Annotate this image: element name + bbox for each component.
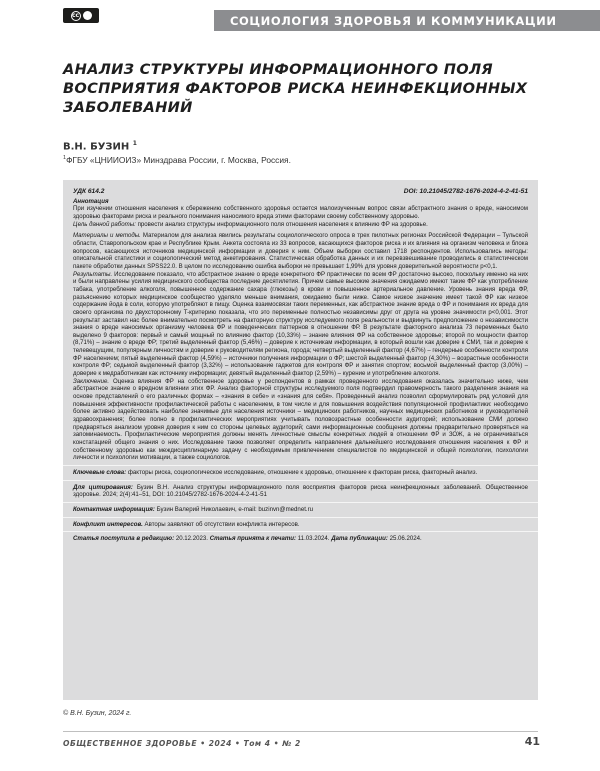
abstract-methods: Материалы и методы. Материалом для анализа явились результаты социологического опроса в трех пилотных регионах Российской Федерации – Тульской области, Ставропольском крае и Республике Крым. Анкета состояла из 33 вопросов, касающихся факторов риска и их влияния на организм человека и блока вопросов, касающихся источников медицинской информации и доверия к ним. Объем выборки составил 1718 респондентов. Использовались методы: описательной статистики и социологический метод анкетирования. Статистическая обработка данных и их перевзвешивание проводились в статистическом пакете обработки данных SPSS22.0. В целом по исследованию ошибка выборки не превышает 1,99% для уровня доверительной вероятности p<0,1. xyxy=(73,232,528,270)
page-number: 41 xyxy=(524,735,540,748)
journal-footer: ОБЩЕСТВЕННОЕ ЗДОРОВЬЕ • 2024 • Том 4 • № 2 xyxy=(63,739,301,748)
keywords: Ключевые слова: факторы риска, социологическое исследование, отношение к здоровью, отношение к факторам риска, факторный анализ. xyxy=(73,468,478,476)
footer-rule xyxy=(63,731,538,732)
abstract-box xyxy=(63,180,538,700)
section-rubric: СОЦИОЛОГИЯ ЗДОРОВЬЯ И КОММУНИКАЦИИ xyxy=(214,10,600,31)
abstract-conclusion: Заключение. Оценка влияния ФР на собственное здоровье у респондентов в рамках проведенного исследования оказалась значительно ниже, чем абстрактное знание о вредном влиянии этих ФР. Анализ факторной структуры исследуемого поля подтвердил правомерность такого разделения знания на основе представлений о его различных формах – «знания в себе» и «знания для себя». Проведенный анализ позволил сформулировать ряд условий для повышения эффективности профилактической работы с населением, в том числе и для повышения воздействия популяционной профилактики: необходимо более активно задействовать наиболее значимые для населения источники – медицинских работников, научных медицинских работников и руководителей здравоохранения; более полно в профилактических мероприятиях учитывать половозрастные особенности аудиторий; использование СМИ должно предваряться анализом уровня доверия к ним со стороны целевых аудиторий; сами информационные сообщения должны предварительно проверяться на запоминаемость. Профилактические мероприятия должны менять личностные смыслы конкретных людей в отношении ФР и ЗОЖ, а не ограничиваться констатацией общего знания о них. Исследование также позволяет определить направления дальнейшего исследования отношения населения к ФР и собственному здоровью как междисциплинарную задачу с необходимым привлечением специалистов по медицинской и общей психологии, психологии личности и психологии мотивации, а также социологов. xyxy=(73,377,528,462)
doi-link[interactable]: DOI: 10.21045/2782-1676-2024-4-2-41-51 xyxy=(403,188,528,195)
author-affiliation: $^1$ФГБУ «ЦНИИОИЗ» Минздрава России, г. Москва, Россия. xyxy=(63,155,291,165)
divider xyxy=(63,465,538,466)
divider xyxy=(63,517,538,518)
abstract-aim: Цель данной работы: провести анализ структуры информационного поля отношения населения к влиянию ФР на здоровье. xyxy=(73,220,428,228)
citation: Для цитирования: Бузин В.Н. Анализ структуры информационного поля восприятия факторов риска неинфекционных заболеваний. Общественное здоровье. 2024; 2(4):41–51, DOI: 10.21045/2782-1676-2024-4-2-41-51 xyxy=(73,483,528,499)
article-dates: Статья поступила в редакцию: 20.12.2023. Статья принята к печати: 11.03.2024. Дата публикации: 25.06.2024. xyxy=(73,535,422,543)
udk-doi-line xyxy=(73,188,528,196)
udk-code: УДК 614.2 xyxy=(73,188,105,195)
page-header xyxy=(0,0,600,30)
annotation-label: Аннотация xyxy=(73,197,109,205)
copyright: © В.Н. Бузин, 2024 г. xyxy=(63,710,132,717)
contact-info: Контактная информация: Бузин Валерий Николаевич, e-mail: buzinvn@mednet.ru xyxy=(73,505,314,513)
abstract-results: Результаты. Исследование показало, что абстрактное знание о вреде конкретного ФР практически по всем ФР достаточно высоко, поскольку именно на них и были направлены усилия медицинского сообщества последние десятилетия. Причем самые высокие значения ожидаемо имеют такие ФР как употребление табака, употребление алкоголя, повышенное содержание сахара (глюкозы) в крови и повышенное артериальное давление. Уровень знания вреда ФР, разъяснению которых медицинское сообщество уделяло меньше внимания, ожидаемо были ниже. Самое низкое значение имеет такой ФР как низкое содержание йода в соли, которую употребляют в пищу. Оценка взаимосвязи таких переменных, как абстрактное знание вреда о ФР и понимания их вреда для своего организма по двухсторонному T-критерию показала, что это переменные полностью независимы друг от друга на уровне значимости p<0,001. Этот результат заставил нас более внимательно посмотреть на факторную структуру исследуемого поля реальности и выдвинуть предположение о независимости знания о вреде наносимых организму человека ФР и поведенческих паттернов в отношении ФР. В результате факторного анализа 73 переменных было выделено 9 факторов: первый и самый мощный по влиянию фактор (10,33%) – знание влияния ФР на собственное здоровье; второй по мощности фактор (8,71%) – знание о вреде ФР; третий выделенный фактор (5,46%) – доверие к источникам информации, в который вошли как доверие к СМИ, так и доверие к телевещущим, популярным личностям и доверие к руководителям региона, города; четвертый выделенный фактор (4,67%) – гендерные особенности контроля ФР населением; пятый выделенный фактор (4,59%) – источники получения информации о ФР; шестой выделенный фактор (4,30%) – возрастные особенности контроля ФР; седьмой выделенный фактор (3,32%) – использование гаджетов для контроля ФР и занятия спортом; восьмой выделенный фактор (3,00%) – доверие к медработникам как источнику информации; девятый выделенный фактор (2,59%) – курение и употребление алкоголя. xyxy=(73,270,528,378)
abstract-intro: При изучении отношения населения к сбережению собственного здоровья остается малоизученным вопрос связи абстрактного знания о вреде, наносимом здоровью факторами риска и реального понимания наносимого вреда этими факторами своему собственному здоровью. xyxy=(73,205,528,220)
article-title: АНАЛИЗ СТРУКТУРЫ ИНФОРМАЦИОННОГО ПОЛЯ ВОСПРИЯТИЯ ФАКТОРОВ РИСКА НЕИНФЕКЦИОННЫХ ЗАБОЛЕВАНИЙ xyxy=(63,61,528,116)
divider xyxy=(63,502,538,503)
divider xyxy=(63,480,538,481)
author-name: В.Н. БУЗИН $^1$ xyxy=(63,140,137,153)
divider xyxy=(63,531,538,532)
cc-by-icon: cc xyxy=(63,8,99,23)
conflict-of-interest: Конфликт интересов. Авторы заявляют об отсутствии конфликта интересов. xyxy=(73,520,300,528)
